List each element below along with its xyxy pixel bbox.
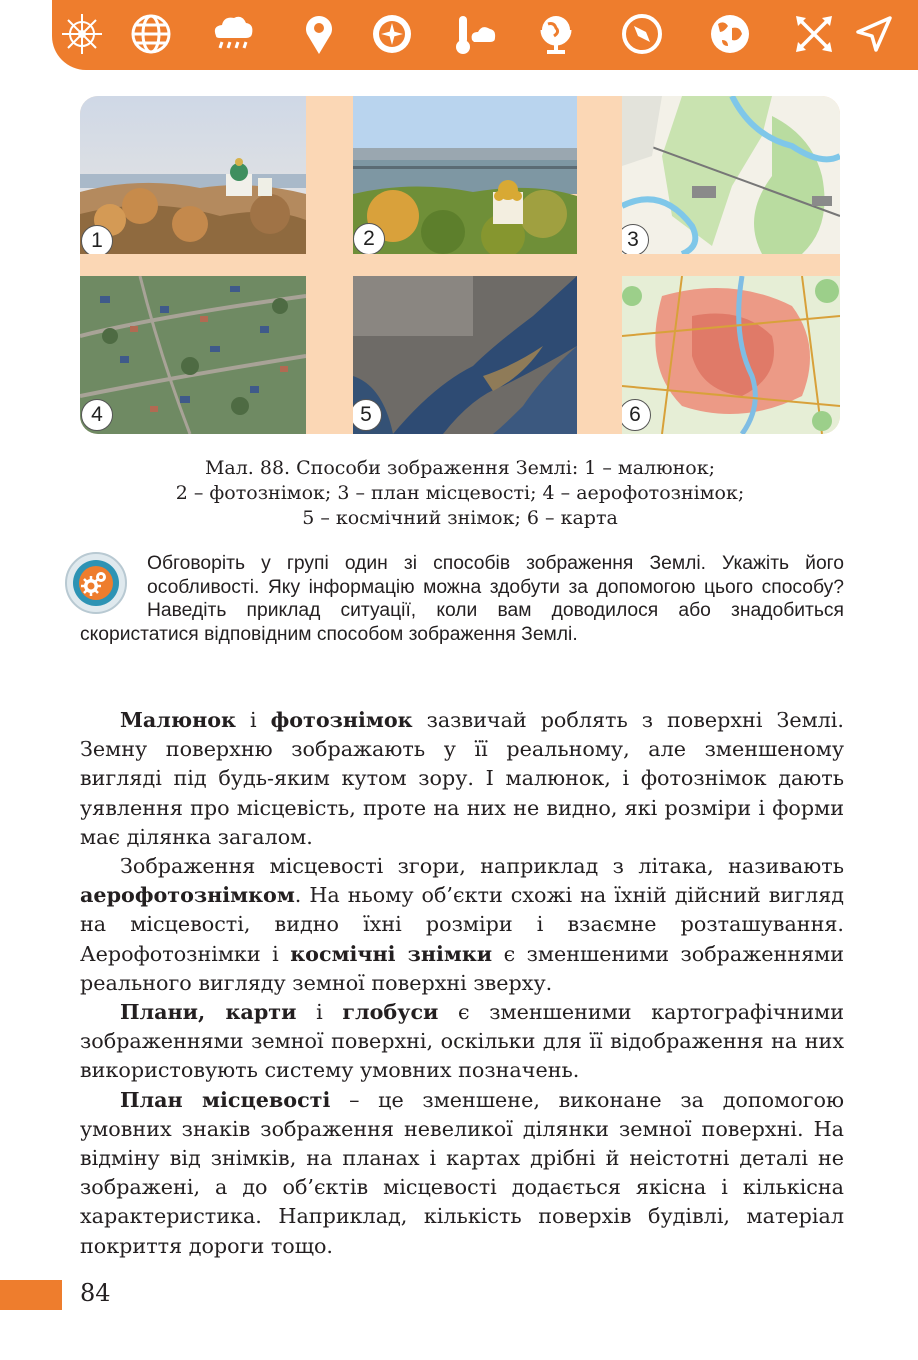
thermometer-cloud-icon [452, 12, 496, 56]
photograph-image [353, 96, 577, 254]
term: космічні знімки [290, 941, 493, 966]
map-image [622, 276, 840, 434]
arrows-icon [792, 12, 836, 56]
figure-number-1: 1 [81, 225, 113, 254]
header-icon-bar [52, 0, 918, 70]
figure-number-3: 3 [622, 224, 649, 254]
discussion-task [80, 552, 844, 646]
aerial-photo-image [80, 276, 306, 434]
term: Плани, карти [120, 1000, 297, 1025]
text-run: . На ньому об’єкти схожі на їхній дійсний вигляд на місцевості, видно їхні розміри і взаємне розташування. Аерофотознімки і [80, 883, 844, 966]
paragraph [80, 852, 844, 998]
text-run: – це зменшене, виконане за допомогою умовних знаків зображення невеликої ділянки земної поверхні. На відміну від знімків, на планах і картах дрібні й неістотні деталі не зображені, а до об’єктів місцевості додається якісна і кількісна характеристика. Наприклад, кількість поверхів будівлі, матеріал покриття дороги тощо. [80, 1087, 844, 1258]
earth-icon [708, 12, 752, 56]
figure-number-4: 4 [81, 399, 113, 431]
map-pin-icon [297, 12, 341, 56]
body-text [80, 706, 844, 1261]
navigation-arrow-icon [852, 12, 896, 56]
terrain-plan-image [622, 96, 840, 254]
figure-panel [80, 96, 840, 434]
paragraph [80, 1086, 844, 1261]
paragraph [80, 998, 844, 1086]
paragraph [80, 706, 844, 852]
text-run: і [235, 708, 271, 732]
compass-rose-icon [60, 12, 104, 56]
compass-icon [370, 12, 414, 56]
text-run: є зменшеними зображеннями реального вигляду земної поверхні зверху. [80, 941, 845, 995]
direction-compass-icon [620, 12, 664, 56]
figure-number-2: 2 [353, 223, 385, 254]
text-run: зазвичай роблять з поверхні Землі. Земну поверхню зображають у її реальному, але зменшеному вигляді під будь-яким кутом зору. І малюнок, і фотознімок дають уявлення про місцевість, проте на них не видно, які розміри і форми має ділянка загалом. [80, 708, 844, 849]
text-run: є зменшеними картографічними зображеннями земної поверхні, оскільки для її відображення на них використовують систему умовних позначень. [80, 1000, 844, 1083]
discussion-text: Обговоріть у групі один зі способів зображення Землі. Укажіть його особливості. Яку інформацію можна здобути за допомогою цього способу? Наведіть приклад ситуації, коли вам доводилося або знадобиться скористатися відповідним способом зображення Землі. [80, 553, 844, 645]
caption-line: Мал. 88. Способи зображення Землі: 1 – малюнок; [204, 457, 716, 479]
satellite-image [353, 276, 577, 434]
caption-line: 2 – фотознімок; 3 – план місцевості; 4 – аерофотознімок; [175, 482, 745, 504]
page-number: 84 [80, 1279, 111, 1307]
figure-number-6: 6 [622, 399, 651, 431]
caption-line: 5 – космічний знімок; 6 – карта [302, 507, 618, 529]
figure-caption [100, 456, 820, 531]
term: глобуси [342, 1000, 439, 1025]
text-run: Зображення місцевості згори, наприклад з літака, називають [120, 854, 844, 879]
rain-cloud-icon [210, 12, 254, 56]
figure-number-5: 5 [353, 399, 382, 431]
desk-globe-icon [534, 12, 578, 56]
term: План місцевості [120, 1087, 331, 1112]
page-tab [0, 1280, 62, 1310]
globe-icon [129, 12, 173, 56]
term: Малюнок [120, 708, 236, 732]
text-run: і [296, 1000, 343, 1025]
term: аерофотознімком [80, 883, 295, 908]
term: фотознімок [270, 708, 413, 732]
painting-image [80, 96, 306, 254]
